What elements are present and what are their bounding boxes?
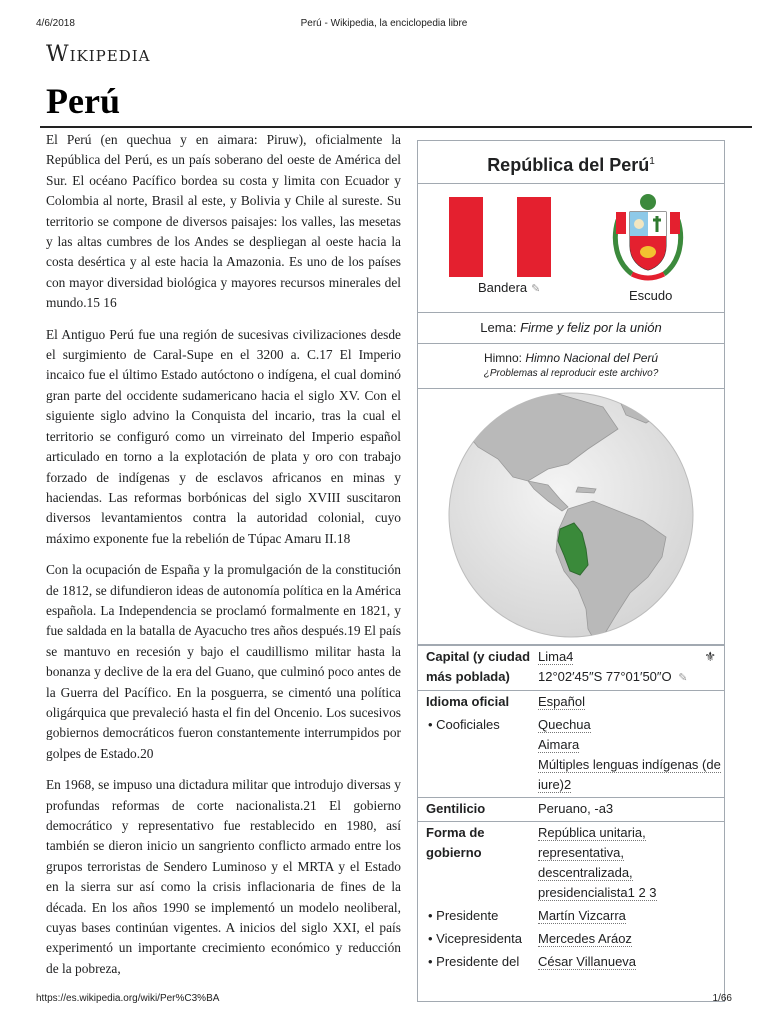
motto-row [418, 313, 724, 344]
coat-of-arms-image[interactable] [608, 190, 688, 286]
wikipedia-logo[interactable]: Wikipedia [46, 42, 151, 67]
location-map[interactable] [418, 389, 724, 645]
infobox-title-note[interactable]: 1 [649, 156, 655, 167]
anthem-help-link[interactable]: ¿Problemas al reproducir este archivo? [483, 368, 659, 379]
value-link[interactable]: César Villanueva [538, 954, 637, 969]
infobox-row [418, 646, 724, 691]
infobox-row [418, 714, 724, 798]
orthographic-globe-image[interactable] [418, 389, 724, 644]
flag-label[interactable]: Bandera [478, 280, 528, 295]
value-text: Peruano, -a3 [538, 801, 614, 816]
coat-caption[interactable]: Escudo [629, 288, 673, 303]
print-header [0, 14, 768, 30]
anthem-row [418, 344, 724, 389]
row-key[interactable]: • Presidente del [428, 954, 520, 969]
row-key[interactable]: Gentilicio [418, 798, 532, 822]
row-value [532, 798, 724, 822]
value-link[interactable]: Quechua [538, 717, 591, 732]
row-key[interactable]: • Presidente [428, 908, 499, 923]
anthem-link[interactable]: Himno Nacional del Perú [525, 351, 659, 365]
value-link[interactable]: Múltiples lenguas indígenas (de iure)2 [538, 757, 721, 792]
motto-key[interactable]: Lema: [480, 320, 517, 335]
row-value [532, 691, 724, 715]
row-value [532, 646, 724, 691]
paragraph: El Antiguo Perú fue una región de sucesivas civilizaciones desde el surgimiento de Caral-Supe en el 3200 a. C.17 El Imperio incaico fue el último Estado autóctono o indígena, el cual dominó gran parte del occidente sudamericano hacia el siglo XV. Con el siguiente siglo advino la Conquista del incario, tras la cual el territorio se configuró como un virreinato del Imperio español articulado en torno a la explotación de plata y oro con trabajo forzado de indígenas y de esclavos africanos en minas y haciendas. Las reformas borbónicas del siglo XVIII suscitaron diversos levantamientos contra la autoridad colonial, cuyo máximo exponente fue la rebelión de Túpac Amaru II.18 [46, 326, 401, 546]
pencil-icon[interactable]: ✎ [531, 283, 541, 295]
value-link[interactable]: descentralizada, [538, 865, 633, 880]
row-value [532, 905, 724, 928]
value-link[interactable]: Martín Vizcarra [538, 908, 626, 923]
row-value [532, 928, 724, 951]
row-value [532, 714, 724, 798]
capital-link[interactable]: Lima4 [538, 649, 574, 664]
infobox-row [418, 905, 724, 928]
infobox-data-table [418, 645, 724, 974]
print-date: 4/6/2018 [36, 18, 75, 29]
paragraph: El Perú (en quechua y en aimara: Piruw), oficialmente la República del Perú, es un país soberano del oeste de América del Sur. El océano Pacífico bordea su costa y limita con Ecuador y Colombia al norte, Brasil al este, y Bolivia y Chile al sureste. Su territorio se compone de diversos paisajes: los valles, las mesetas y las altas cumbres de los Andes se despliegan al oeste hacia la costa desértica y al este hacia la Amazonia. Es uno de los países con mayor diversidad biológica y mayores recursos minerales del mundo.15 16 [46, 132, 401, 311]
value-link[interactable]: Mercedes Aráoz [538, 931, 632, 946]
print-title: Perú - Wikipedia, la enciclopedia libre [300, 18, 468, 29]
pencil-icon[interactable]: ✎ [678, 672, 688, 684]
row-key[interactable]: • Vicepresidenta [428, 931, 522, 946]
page-title: Perú [46, 81, 120, 121]
row-key[interactable]: Forma de gobierno [418, 822, 532, 906]
crest-icon: ⚜ [704, 649, 716, 664]
article-body [46, 130, 401, 990]
anthem-key[interactable]: Himno: [483, 351, 522, 365]
row-key[interactable]: Capital (y ciudad más poblada) [418, 646, 532, 691]
flag-image[interactable] [449, 197, 551, 277]
row-key: • Cooficiales [428, 717, 500, 732]
infobox [417, 140, 725, 1002]
infobox-title-text: República del Perú [487, 155, 650, 175]
infobox-title [418, 141, 724, 184]
value-link[interactable]: República unitaria, [538, 825, 646, 840]
value-link[interactable]: Español [538, 694, 585, 709]
row-value [532, 951, 724, 974]
infobox-row [418, 691, 724, 715]
motto-value: Firme y feliz por la unión [520, 320, 662, 335]
infobox-row [418, 928, 724, 951]
print-footer [0, 993, 768, 1009]
title-divider [40, 126, 752, 128]
value-link[interactable]: presidencialista1 2 3 [538, 885, 657, 900]
flag-caption[interactable] [478, 280, 540, 295]
paragraph: Con la ocupación de España y la promulgación de la constitución de 1812, se difundieron ideas de autonomía política en la América española. La Independencia se proclamó formalmente en 1821, y fue saldada en la batalla de Ayacucho tres años después.19 El país se mantuvo en recesión y bajo el caudillismo militar hasta la bonanza y declive de la era del Guano, que culminó poco antes de la Guerra del Pacífico. En la posguerra, se cimentó una política oligárquica que prevaleció hasta el fin del Oncenio. Los sucesivos gobiernos democráticos fueron constantemente interrumpidos por golpes de Estado.20 [46, 562, 401, 761]
infobox-row [418, 798, 724, 822]
value-link[interactable]: representativa, [538, 845, 624, 860]
print-url: https://es.wikipedia.org/wiki/Per%C3%BA [36, 993, 220, 1004]
infobox-row [418, 822, 724, 906]
value-link[interactable]: Aimara [538, 737, 580, 752]
coordinates[interactable]: 12°02′45″S 77°01′50″O [538, 669, 672, 684]
paragraph: En 1968, se impuso una dictadura militar que introdujo diversas y profundas reformas de corte nacionalista.21 El gobierno democrático y representativo fue restablecido en 1980, así también se dieron inicio un sangriento conflicto armado entre los grupos terroristas de Sendero Luminoso y el MRTA y el Estado en la sierra sur así como la crisis inflacionaria de fines de la década. En los años 1990 se implementó un modelo neoliberal, cuyas bases continúan vigentes. A inicios del siglo XXI, el país experimentó un importante crecimiento económico y reducción de la pobreza, [46, 777, 401, 976]
row-value [532, 822, 724, 906]
row-key[interactable]: Idioma oficial [418, 691, 532, 715]
flag-and-coat [418, 184, 724, 313]
print-page-number: 1/66 [712, 993, 732, 1004]
infobox-row [418, 951, 724, 974]
